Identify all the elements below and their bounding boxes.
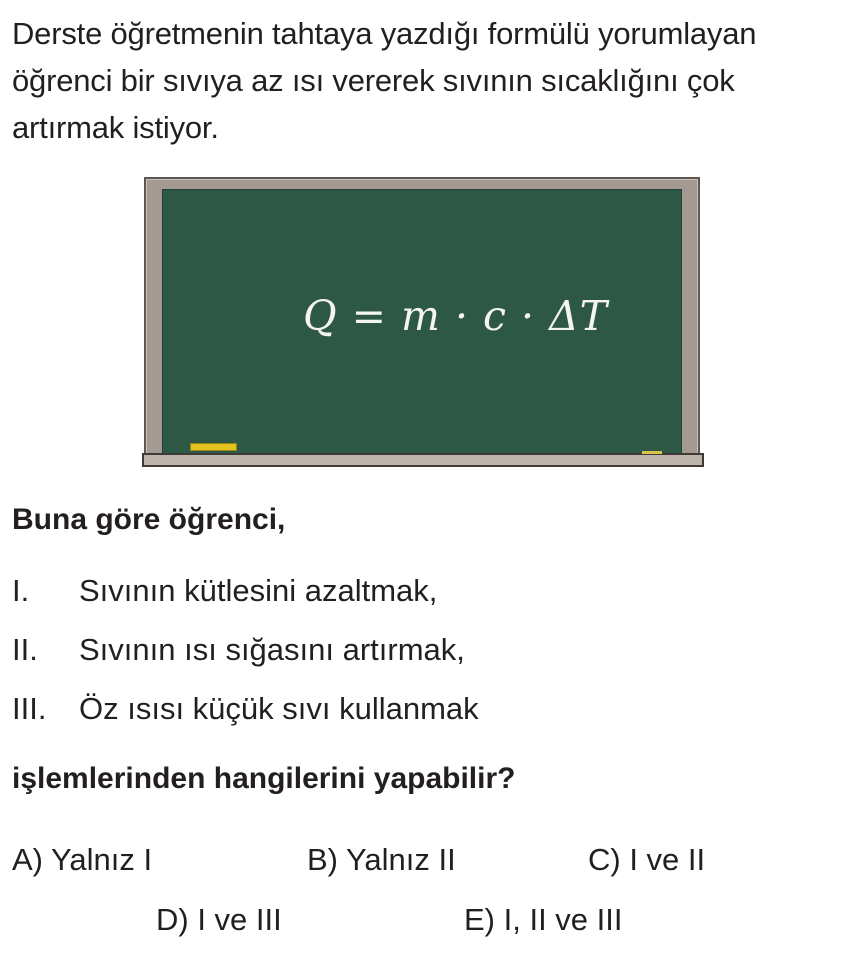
chalk-piece xyxy=(190,443,237,451)
heat-formula: Q = m · c · ΔT xyxy=(303,292,609,340)
choice-a[interactable]: A) Yalnız I xyxy=(12,842,153,877)
question-prompt: işlemlerinden hangilerini yapabilir? xyxy=(12,762,516,795)
stem-line-1: Derste öğretmenin tahtaya yazdığı formülü yorumlayan xyxy=(12,16,757,51)
statement-number: I. xyxy=(12,573,30,608)
choice-d[interactable]: D) I ve III xyxy=(156,902,282,937)
question-stem xyxy=(12,10,842,151)
statement-3 xyxy=(12,691,479,727)
choice-c[interactable]: C) I ve II xyxy=(588,842,706,877)
statement-2 xyxy=(12,632,465,668)
stem-line-2: öğrenci bir sıvıya az ısı vererek sıvının sıcaklığını çok xyxy=(12,63,735,98)
statement-number: III. xyxy=(12,691,47,726)
statement-1 xyxy=(12,573,437,609)
statement-text: Sıvının ısı sığasını artırmak, xyxy=(79,632,465,667)
chalkboard-ledge xyxy=(142,453,704,467)
choice-e[interactable]: E) I, II ve III xyxy=(464,902,623,937)
chalk-crumb xyxy=(642,451,662,454)
statement-number: II. xyxy=(12,632,38,667)
choice-b[interactable]: B) Yalnız II xyxy=(307,842,456,877)
statement-text: Öz ısısı küçük sıvı kullanmak xyxy=(79,691,479,726)
question-lead: Buna göre öğrenci, xyxy=(12,503,286,536)
statement-text: Sıvının kütlesini azaltmak, xyxy=(79,573,438,608)
stem-line-3: artırmak istiyor. xyxy=(12,110,219,145)
